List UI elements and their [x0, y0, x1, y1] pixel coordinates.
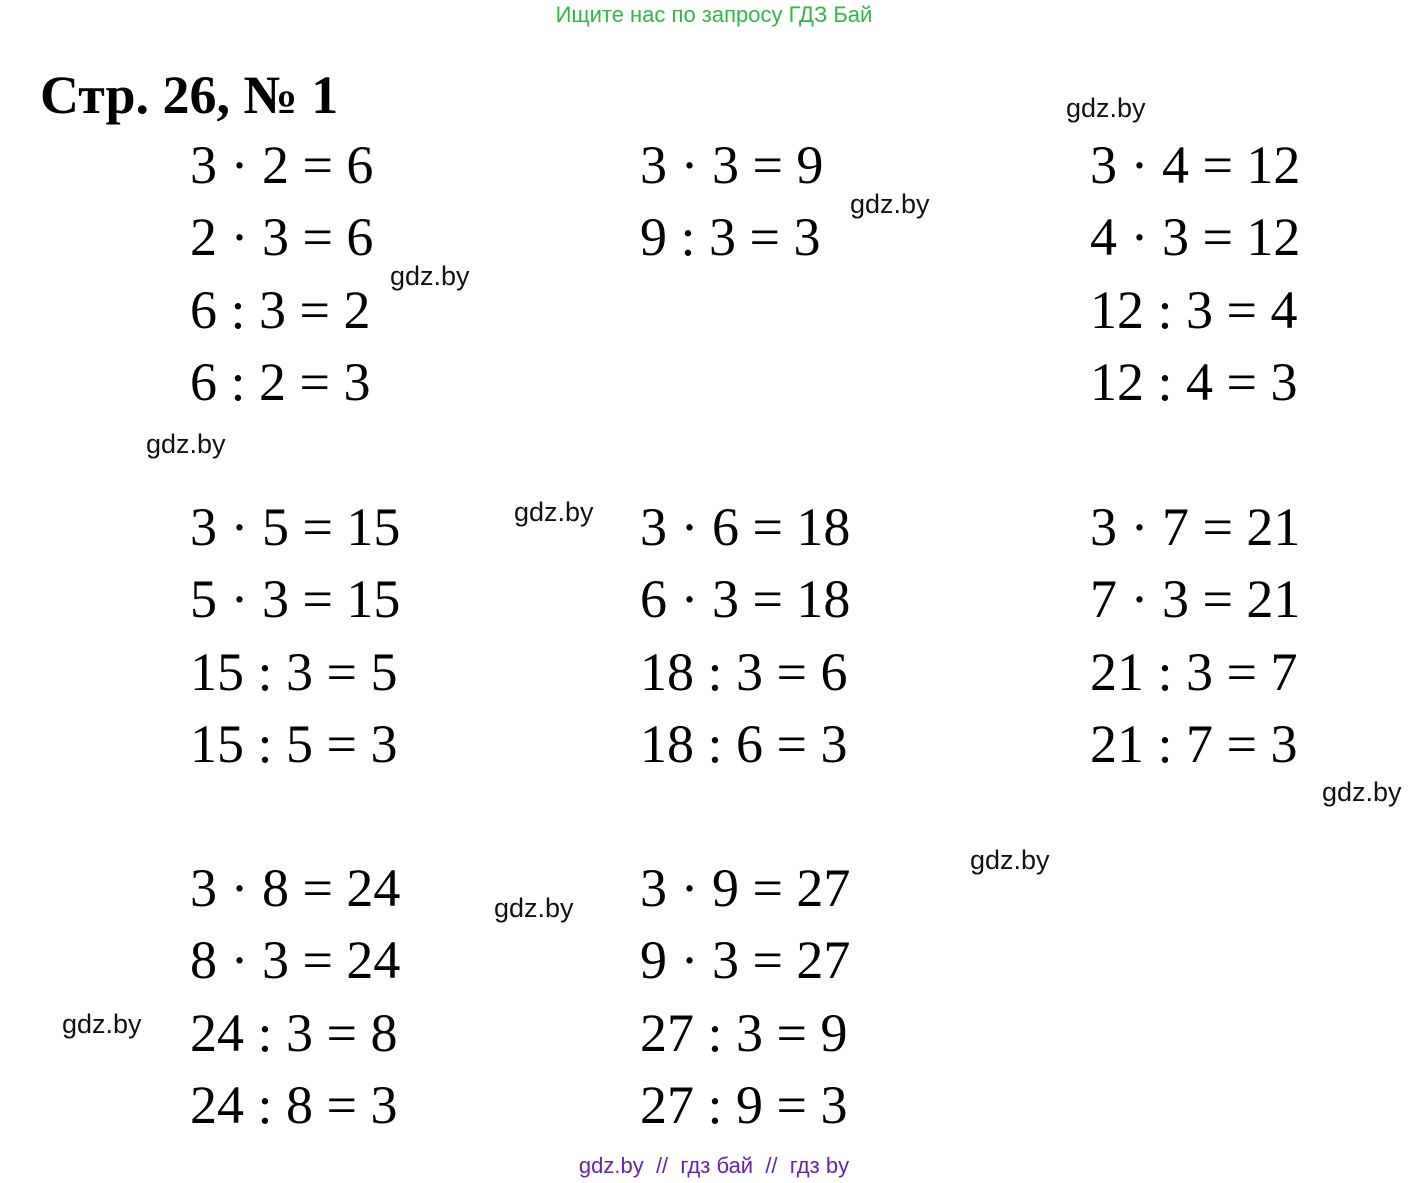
equation: 7 · 3 = 21: [1090, 569, 1301, 629]
equation: 6 : 2 = 3: [190, 352, 371, 412]
watermark: gdz.by: [1322, 777, 1402, 807]
page-title: Стр. 26, № 1: [40, 65, 339, 125]
equation: 12 : 4 = 3: [1090, 352, 1298, 412]
equation: 24 : 3 = 8: [190, 1003, 398, 1063]
footer-links: gdz.by // гдз бай // гдз by: [578, 1153, 850, 1178]
watermark: gdz.by: [62, 1009, 142, 1039]
equation: 6 · 3 = 18: [640, 569, 851, 629]
top-banner: Ищите нас по запросу ГДЗ Бай: [555, 2, 873, 27]
equation: 18 : 6 = 3: [640, 714, 848, 774]
equation: 3 · 4 = 12: [1090, 135, 1301, 195]
equation: 5 · 3 = 15: [190, 569, 401, 629]
watermark: gdz.by: [390, 261, 470, 291]
equation: 27 : 3 = 9: [640, 1003, 848, 1063]
equation: 21 : 7 = 3: [1090, 714, 1298, 774]
equation: 9 : 3 = 3: [640, 207, 821, 267]
watermark: gdz.by: [970, 845, 1050, 875]
equation: 3 · 2 = 6: [190, 135, 374, 195]
equation: 27 : 9 = 3: [640, 1075, 848, 1135]
equation: 3 · 7 = 21: [1090, 497, 1301, 557]
equation: 8 · 3 = 24: [190, 930, 401, 990]
watermark: gdz.by: [1066, 93, 1146, 123]
equation: 3 · 6 = 18: [640, 497, 851, 557]
equation: 6 : 3 = 2: [190, 280, 371, 340]
equation: 12 : 3 = 4: [1090, 280, 1298, 340]
watermark: gdz.by: [850, 189, 930, 219]
equation: 15 : 5 = 3: [190, 714, 398, 774]
equation: 2 · 3 = 6: [190, 207, 374, 267]
equation: 3 · 3 = 9: [640, 135, 824, 195]
equation: 3 · 5 = 15: [190, 497, 401, 557]
equation: 21 : 3 = 7: [1090, 642, 1298, 702]
watermark: gdz.by: [146, 429, 226, 459]
equation: 9 · 3 = 27: [640, 930, 851, 990]
equation: 3 · 8 = 24: [190, 858, 401, 918]
equation: 18 : 3 = 6: [640, 642, 848, 702]
equation: 3 · 9 = 27: [640, 858, 851, 918]
equation: 15 : 3 = 5: [190, 642, 398, 702]
watermark: gdz.by: [494, 893, 574, 923]
watermark: gdz.by: [514, 497, 594, 527]
equation: 4 · 3 = 12: [1090, 207, 1301, 267]
equation: 24 : 8 = 3: [190, 1075, 398, 1135]
